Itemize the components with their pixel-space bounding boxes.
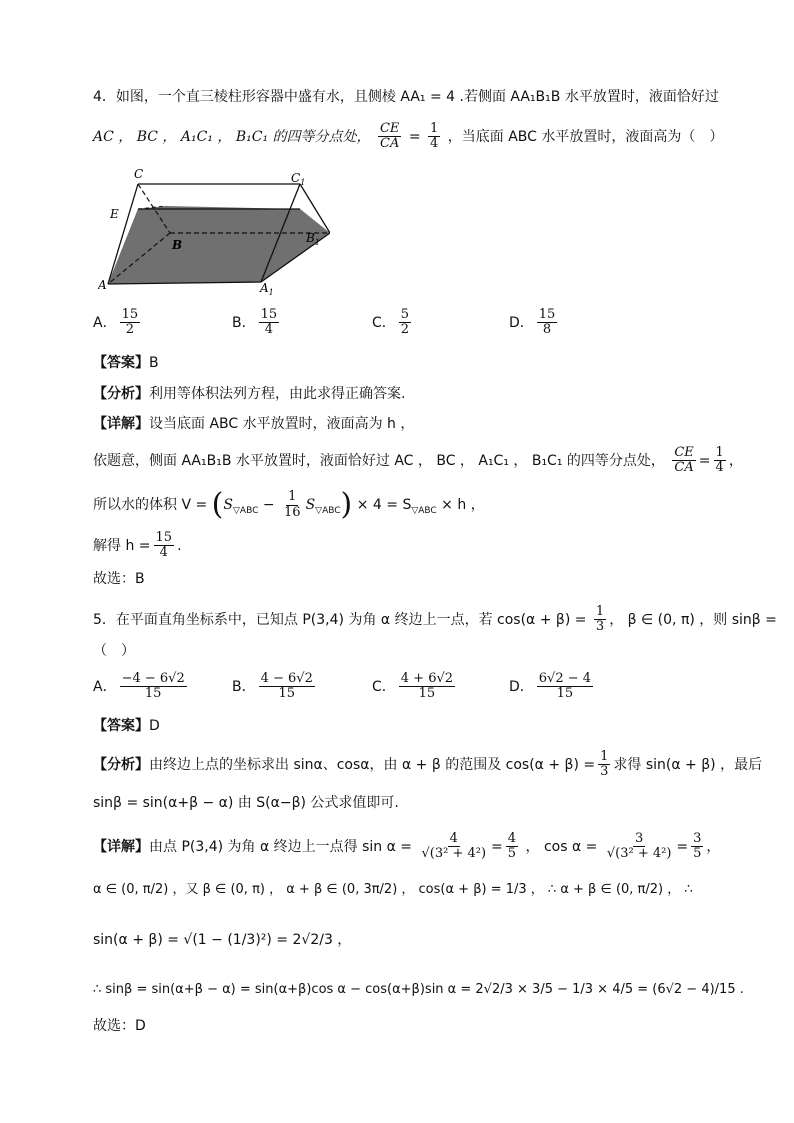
label-B: B [172, 238, 183, 252]
q4-ratio-fraction: $\frac{CE}{CA}$ [379, 121, 400, 152]
q4-option-b[interactable]: B． $\frac{15}{4}$ [232, 307, 278, 338]
q5-analysis2: sinβ = sin(α+β − α) 由 S(α−β) 公式求值即可. [93, 795, 399, 811]
prism-figure [98, 164, 330, 296]
q5-detail2: α ∈ (0, π/2) ，又 β ∈ (0, π) ， α + β ∈ (0, 3π/2) ， cos(α + β) = 1/3 ， ∴ α + β ∈ (0, π/2) ， ∴ [93, 882, 693, 897]
q5-choose: 故选：D [93, 1018, 146, 1034]
q4-line2: AC ， BC ， A₁C₁ ， B₁C₁ 的四等分点处， $\frac{CE}{CA}$ = $\frac{1}{4}$ ，当底面 ABC 水平放置时，液面高为（ ） [93, 121, 724, 152]
label-B1: $B_1$ [306, 231, 320, 247]
label-A1: $A_1$ [260, 281, 274, 296]
q4-option-a[interactable]: A． $\frac{15}{2}$ [93, 307, 139, 338]
label-A: A [98, 278, 107, 292]
q5-line1: 5．在平面直角坐标系中，已知点 P(3,4) 为角 α 终边上一点，若 cos(α + β) = $\frac{1}{3}$ ， β ∈ (0, π) ，则 sinβ = [93, 604, 777, 635]
label-C1: $C_1$ [291, 171, 306, 187]
label-C: C [134, 167, 144, 181]
q5-option-b[interactable]: B． $\frac{4 - 6√2}{15}$ [232, 671, 313, 702]
q4-option-d[interactable]: D． $\frac{15}{8}$ [509, 307, 556, 338]
q5-option-d[interactable]: D． $\frac{6√2 - 4}{15}$ [509, 671, 592, 702]
q5-line2: （ ） [93, 643, 135, 659]
q4-line2-b: ，当底面 ABC 水平放置时，液面高为（ ） [447, 128, 724, 145]
q5-detail4: ∴ sinβ = sin(α+β − α) = sin(α+β)cos α − cos(α+β)sin α = 2√2/3 × 3/5 − 1/3 × 4/5 = (6√2 − 4)/15 . [93, 982, 744, 997]
q5-option-a[interactable]: A． $\frac{-4 - 6√2}{15}$ [93, 671, 185, 702]
q4-answer: 【答案】B [93, 355, 159, 371]
q4-analysis: 【分析】利用等体积法列方程，由此求得正确答案. [93, 386, 406, 402]
q5-answer: 【答案】D [93, 718, 160, 734]
q4-choose: 故选：B [93, 571, 145, 587]
q5-detail1: 【详解】由点 P(3,4) 为角 α 终边上一点得 sin α = $\frac{4}{\text{√(3² + 4²)}}$ = $\frac{4}{5}$ ， cos α = $\frac{3}{\text{√(3² + 4²)}}$ = $\frac{3}{5}$ ， [93, 831, 721, 862]
q4-detail1: 【详解】设当底面 ABC 水平放置时，液面高为 h ， [93, 416, 415, 432]
q4-line1: 4．如图，一个直三棱柱形容器中盛有水，且侧棱 AA₁ = 4 .若侧面 AA₁B₁B 水平放置时，液面恰好过 [93, 89, 719, 105]
q4-detail3: 所以水的体积 $V = (S_{▽ABC}$ − $\frac{1}{16}$ $S_{▽ABC}) \times 4 = S_{▽ABC} \times h$ ， [93, 487, 485, 522]
q4-ratio-value: $\frac{1}{4}$ [430, 121, 439, 152]
q5-detail3: sin(α + β) = √(1 − (1/3)²) = 2√2/3 ， [93, 932, 352, 948]
label-E: E [110, 207, 119, 221]
q5-option-c[interactable]: C． $\frac{4 + 6√2}{15}$ [372, 671, 454, 702]
q4-detail2: 依题意，侧面 AA₁B₁B 水平放置时，液面恰好过 AC ， BC ， A₁C₁ ， B₁C₁ 的四等分点处， $\frac{CE}{CA}$ = $\frac{1}{4}$ ， [93, 445, 743, 476]
q4-option-c[interactable]: C． $\frac{5}{2}$ [372, 307, 410, 338]
q5-analysis: 【分析】由终边上点的坐标求出 sinα、cosα，由 α + β 的范围及 cos(α + β) = $\frac{1}{3}$ 求得 sin(α + β) ，最后 [93, 749, 763, 780]
q4-line2-a: AC ， BC ， A₁C₁ ， B₁C₁ 的四等分点处， [93, 128, 371, 145]
q4-detail4: 解得 h = $\frac{15}{4}$ . [93, 530, 182, 561]
